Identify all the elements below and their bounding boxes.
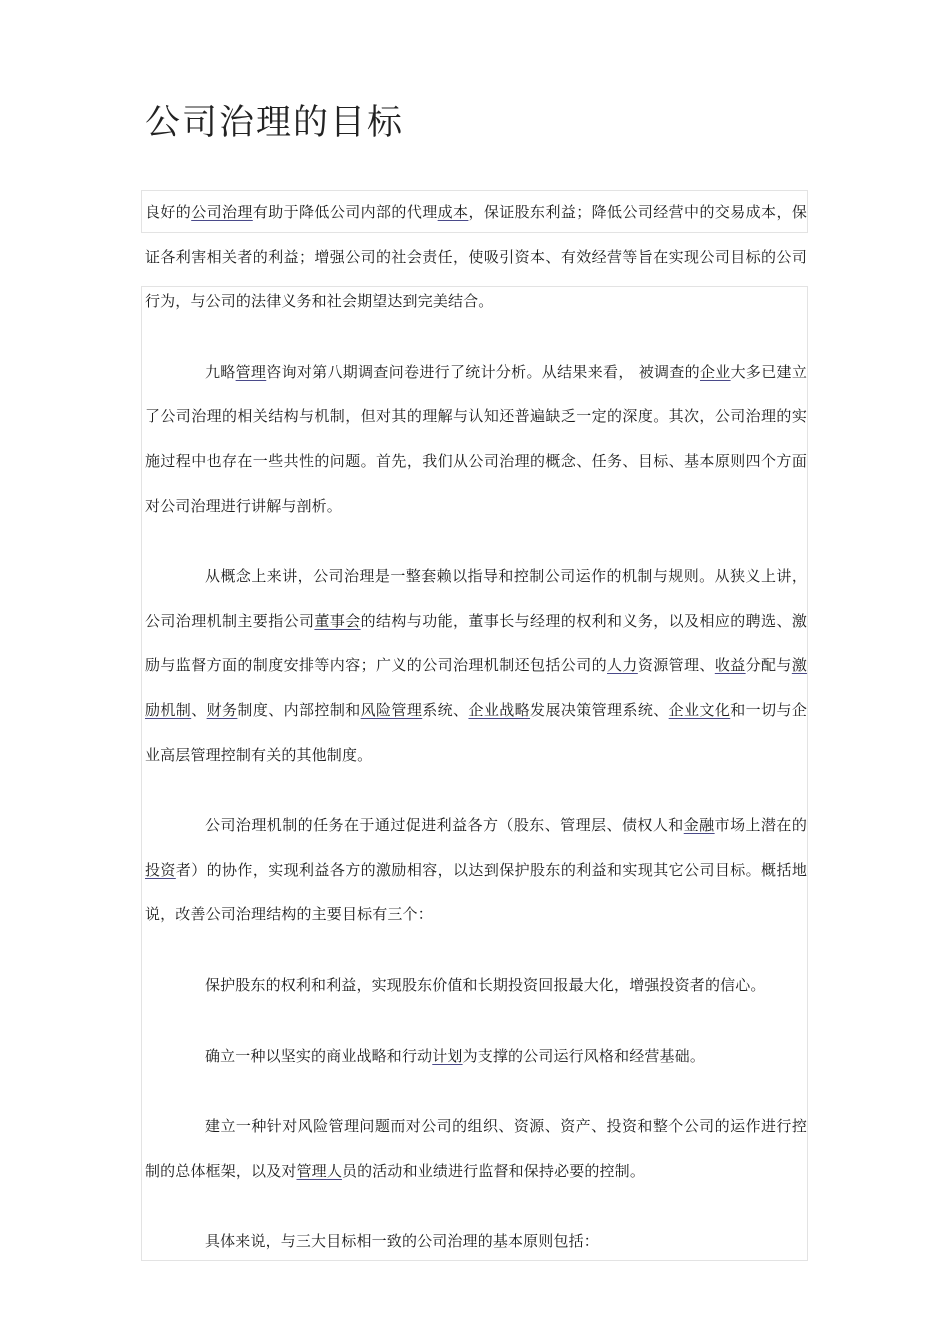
paragraph-text: 发展决策管理系统、 [530,700,669,719]
paragraph [145,554,807,777]
term-link[interactable]: 收益 [714,656,746,675]
term-link[interactable]: 管理 [235,362,267,381]
term-link[interactable]: 企业战略 [468,700,531,719]
paragraph [145,1034,807,1079]
paragraph-text: 资源管理、 [637,656,715,675]
paragraph [145,350,807,528]
term-link[interactable]: 风险管理 [360,700,423,719]
paragraph-text: 制度、内部控制和 [237,700,361,719]
paragraph-text: 者）的协作，实现利益各方的激励相容，以达到保护股东的利益和实现其它公司目标。概括地说，改善公司治理结构的主要目标有三个： [145,860,807,924]
paragraph-text: ，保证股东利益；降低公司经营中的交易成本，保证各利害相关者的利益；增强公司的社会责任，使吸引资本、有效经营等旨在实现公司目标的公司行为，与公司的法律义务和社会期望达到完美结合。 [145,203,807,311]
paragraph-text: 具体来说，与三大目标相一致的公司治理的基本原则包括： [205,1232,599,1251]
term-link[interactable]: 管理人 [296,1161,342,1180]
term-link[interactable]: 董事会 [314,611,361,630]
paragraph-text: 为支撑的公司运行风格和经营基础。 [462,1046,705,1065]
paragraph [145,190,807,324]
term-link[interactable]: 激励机制 [145,656,807,719]
paragraph-text: 确立一种以坚实的商业战略和行动 [205,1046,433,1065]
paragraph-text: 九略 [205,362,236,381]
paragraph [145,803,807,937]
term-link[interactable]: 金融 [683,816,715,835]
page-title: 公司治理的目标 [145,103,405,143]
term-link[interactable]: 企业 [699,362,731,381]
paragraph-text: 市场上潜在的 [714,816,807,835]
paragraph-text: 和一切与企业高层管理控制有关的其他制度。 [145,700,808,764]
paragraph [145,963,807,1008]
paragraph-text: 咨询对第八期调查问卷进行了统计分析。从结果来看， 被调查的 [266,362,700,381]
paragraph [145,1104,807,1193]
paragraph-text: 公司治理机制的任务在于通过促进利益各方（股东、管理层、债权人和 [205,816,684,835]
document-body [145,190,807,1290]
paragraph-text: 建立一种针对风险管理问题而对公司的组织、资源、资产、投资和整个公司的运作进行控制的总体框架，以及对 [145,1117,807,1180]
term-link[interactable]: 人力 [607,656,638,675]
term-link[interactable]: 成本 [437,203,469,221]
term-link[interactable]: 投资 [145,860,176,879]
term-link[interactable]: 公司治理 [191,203,253,221]
term-link[interactable]: 财务 [206,700,238,719]
term-link[interactable]: 企业文化 [668,700,731,719]
paragraph-text: 大多已建立了公司治理的相关结构与机制，但对其的理解与认知还普遍缺乏一定的深度。其次，公司治理的实施过程中也存在一些共性的问题。首先，我们从公司治理的概念、任务、目标、基本原则四个方面对公司治理进行讲解与剖析。 [145,362,807,515]
term-link[interactable]: 计划 [432,1046,463,1065]
paragraph [145,1219,807,1264]
paragraph-text: 员的活动和业绩进行监督和保持必要的控制。 [341,1161,645,1180]
paragraph-text: 保护股东的权利和利益，实现股东价值和长期投资回报最大化，增强投资者的信心。 [205,975,766,994]
paragraph-text: 分配与 [745,656,792,675]
paragraph-text: 良好的 [145,203,192,221]
paragraph-text: 的结构与功能，董事长与经理的权利和义务，以及相应的聘选、激励与监督方面的制度安排等内容；广义的公司治理机制还包括公司的 [145,611,807,675]
paragraph-text: 从概念上来讲，公司治理是一整套赖以指导和控制公司运作的机制与规则。从狭义上讲，公司治理机制主要指公司 [145,567,807,630]
paragraph-text: 、 [191,700,207,719]
paragraph-text: 系统、 [422,700,469,719]
paragraph-text: 有助于降低公司内部的代理 [252,203,438,221]
